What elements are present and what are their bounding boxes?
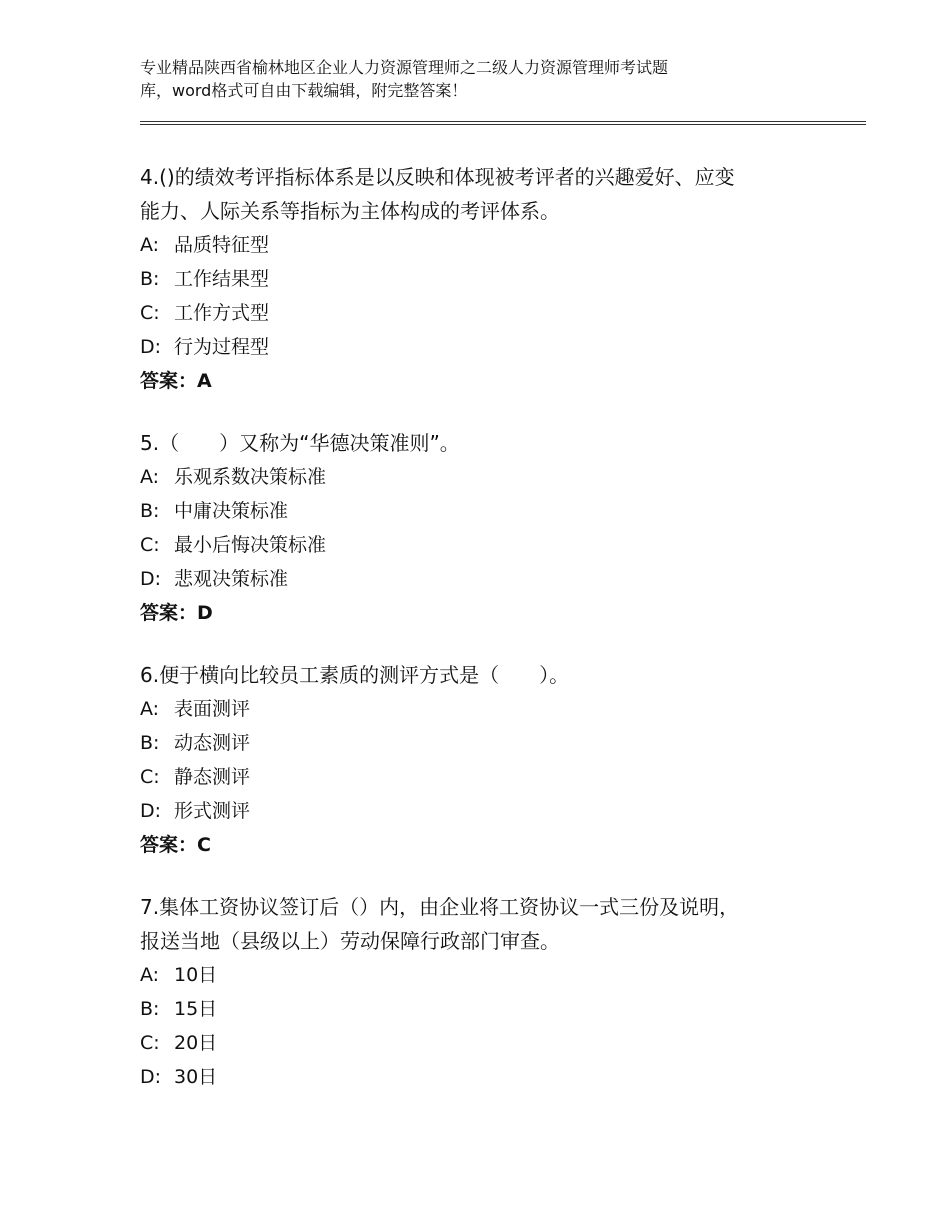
option-text: 行为过程型 — [174, 336, 270, 358]
option-text: 30日 — [174, 1066, 218, 1088]
option-key: C: — [140, 302, 160, 324]
header-line-2: 库，word格式可自由下载编辑，附完整答案！ — [140, 81, 468, 100]
option-key: A: — [140, 964, 160, 986]
option-a — [140, 958, 820, 992]
option-key: B: — [140, 732, 160, 754]
option-text: 表面测评 — [174, 698, 251, 720]
option-text: 中庸决策标准 — [174, 500, 289, 522]
answer: 答案：C — [140, 834, 211, 856]
option-text: 工作结果型 — [174, 268, 270, 290]
option-key: A: — [140, 698, 160, 720]
question-7 — [140, 890, 820, 1094]
option-text: 动态测评 — [174, 732, 251, 754]
option-key: D: — [140, 568, 162, 590]
option-text: 15日 — [174, 998, 218, 1020]
option-d — [140, 562, 820, 596]
question-6 — [140, 658, 820, 862]
option-d — [140, 330, 820, 364]
option-text: 乐观系数决策标准 — [174, 466, 327, 488]
option-text: 20日 — [174, 1032, 218, 1054]
answer: 答案：A — [140, 370, 212, 392]
question-list — [140, 160, 820, 1122]
option-b — [140, 726, 820, 760]
question-4 — [140, 160, 820, 398]
question-stem-line: 4.()的绩效考评指标体系是以反映和体现被考评者的兴趣爱好、应变 — [140, 165, 735, 189]
option-key: C: — [140, 766, 160, 788]
option-b — [140, 494, 820, 528]
option-text: 工作方式型 — [174, 302, 270, 324]
header-divider-bottom — [140, 124, 866, 125]
option-a — [140, 692, 820, 726]
option-d — [140, 1060, 820, 1094]
option-key: C: — [140, 534, 160, 556]
option-text: 品质特征型 — [174, 234, 270, 256]
question-stem-line: 5.（ ）又称为“华德决策准则”。 — [140, 431, 460, 455]
option-text: 10日 — [174, 964, 218, 986]
option-b — [140, 262, 820, 296]
option-key: D: — [140, 336, 162, 358]
question-stem-line: 7.集体工资协议签订后（）内，由企业将工资协议一式三份及说明， — [140, 895, 740, 919]
header-line-1: 专业精品陕西省榆林地区企业人力资源管理师之二级人力资源管理师考试题 — [140, 58, 669, 77]
option-text: 静态测评 — [174, 766, 251, 788]
option-key: C: — [140, 1032, 160, 1054]
option-key: D: — [140, 1066, 162, 1088]
option-text: 最小后悔决策标准 — [174, 534, 327, 556]
option-key: A: — [140, 466, 160, 488]
option-c — [140, 528, 820, 562]
answer: 答案：D — [140, 602, 213, 624]
option-a — [140, 460, 820, 494]
option-text: 悲观决策标准 — [174, 568, 289, 590]
option-a — [140, 228, 820, 262]
option-key: B: — [140, 998, 160, 1020]
option-b — [140, 992, 820, 1026]
option-text: 形式测评 — [174, 800, 251, 822]
option-key: B: — [140, 500, 160, 522]
option-c — [140, 296, 820, 330]
question-5 — [140, 426, 820, 630]
option-c — [140, 1026, 820, 1060]
question-stem-line: 报送当地（县级以上）劳动保障行政部门审查。 — [140, 929, 560, 953]
option-key: A: — [140, 234, 160, 256]
option-d — [140, 794, 820, 828]
option-c — [140, 760, 820, 794]
question-stem-line: 能力、人际关系等指标为主体构成的考评体系。 — [140, 199, 560, 223]
option-key: B: — [140, 268, 160, 290]
option-key: D: — [140, 800, 162, 822]
document-header — [140, 56, 780, 102]
header-divider-top — [140, 121, 866, 122]
question-stem-line: 6.便于横向比较员工素质的测评方式是（ ）。 — [140, 663, 570, 687]
